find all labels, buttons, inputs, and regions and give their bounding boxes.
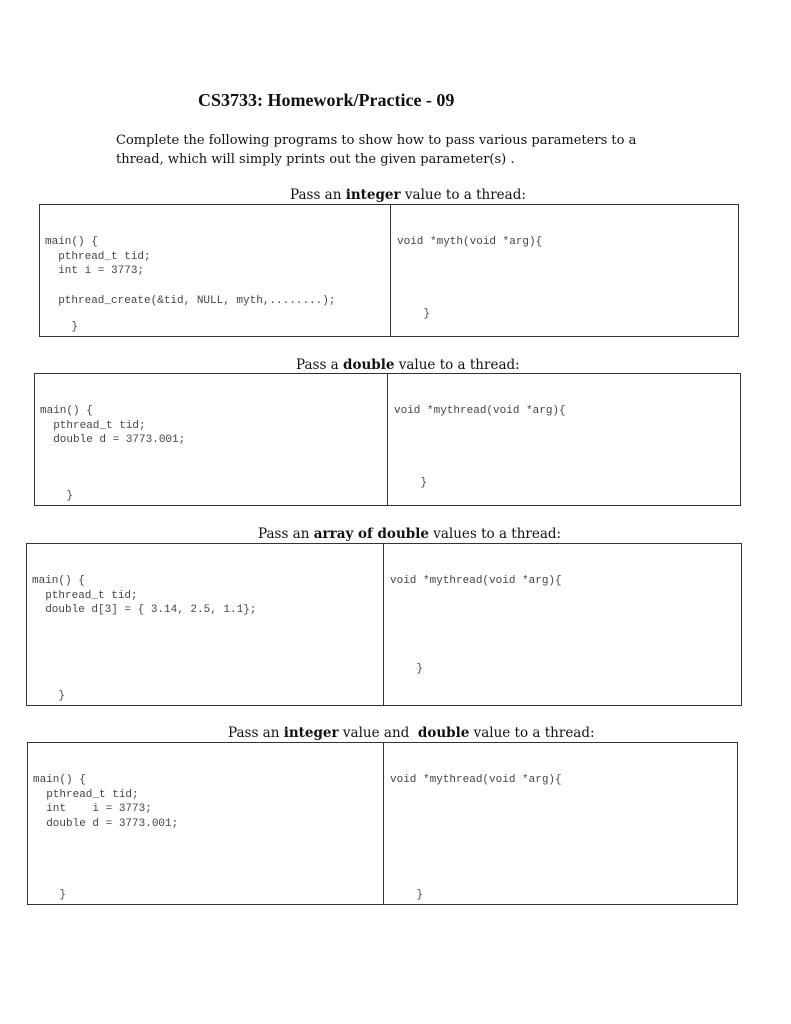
closing-brace: } xyxy=(59,889,67,902)
code-line: int i = 3773; xyxy=(33,803,152,816)
code-line: pthread_t tid; xyxy=(40,419,146,432)
code-line: double d = 3773.001; xyxy=(33,817,179,830)
thread-function-cell xyxy=(383,544,741,705)
code-line: pthread_t tid; xyxy=(32,589,138,602)
code-table-integer xyxy=(39,204,739,337)
code-line: pthread_t tid; xyxy=(33,788,139,801)
code-line: double d = 3773.001; xyxy=(40,434,186,447)
thread-function-cell xyxy=(383,743,737,904)
code-table-double-array xyxy=(26,543,742,706)
instructions-paragraph: Complete the following programs to show how to pass various parameters to a thread, which will simply prints out the given parameter(s) . xyxy=(116,133,637,167)
main-code-cell xyxy=(28,743,383,904)
section-caption: Pass a double value to a thread: xyxy=(296,357,520,373)
closing-brace: } xyxy=(420,477,428,490)
code-line: main() { xyxy=(40,405,93,418)
code-table-double xyxy=(34,373,741,506)
closing-brace: } xyxy=(58,690,66,703)
code-line: main() { xyxy=(32,575,85,588)
thread-function-cell xyxy=(387,374,740,505)
closing-brace: } xyxy=(416,889,424,902)
thread-function-cell xyxy=(390,205,738,336)
section-caption: Pass an integer value to a thread: xyxy=(290,187,526,203)
code-line xyxy=(45,279,390,294)
code-line: double d[3] = { 3.14, 2.5, 1.1}; xyxy=(32,604,257,617)
code-line: void *myth(void *arg){ xyxy=(397,236,543,249)
closing-brace: } xyxy=(416,663,424,676)
section-caption: Pass an array of double values to a thread: xyxy=(258,526,562,542)
main-code-cell xyxy=(35,374,387,505)
code-line: main() { xyxy=(45,236,98,249)
code-line: pthread_create(&tid, NULL, myth,........); xyxy=(45,294,336,307)
code-line: void *mythread(void *arg){ xyxy=(390,575,562,588)
main-code-cell xyxy=(27,544,383,705)
closing-brace: } xyxy=(423,308,431,321)
closing-brace: } xyxy=(66,490,74,503)
code-table-integer-and-double xyxy=(27,742,738,905)
code-line: main() { xyxy=(33,774,86,787)
code-line: pthread_t tid; xyxy=(45,250,151,263)
section-caption: Pass an integer value and double value to a thread: xyxy=(228,725,595,741)
main-code-cell xyxy=(40,205,390,336)
code-line: void *mythread(void *arg){ xyxy=(390,774,562,787)
page-title: CS3733: Homework/Practice - 09 xyxy=(198,90,455,110)
closing-brace: } xyxy=(71,321,79,334)
code-line: void *mythread(void *arg){ xyxy=(394,405,566,418)
code-line: int i = 3773; xyxy=(45,265,145,278)
